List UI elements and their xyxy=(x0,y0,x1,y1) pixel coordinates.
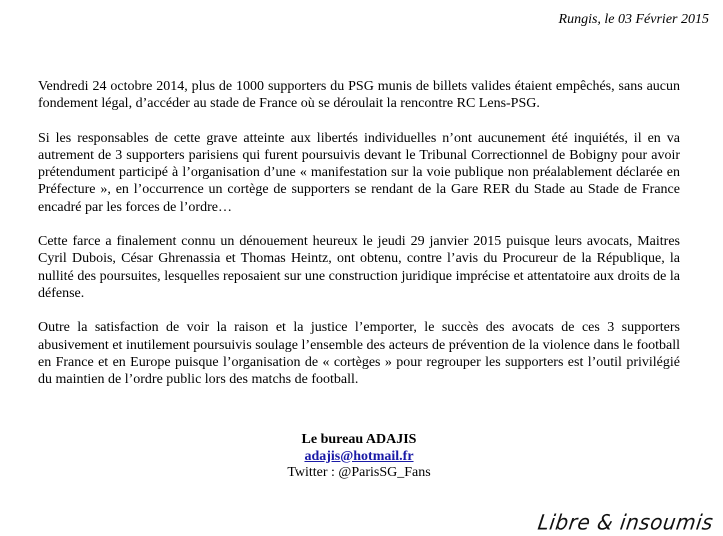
paragraph-2: Si les responsables de cette grave atteinte aux libertés individuelles n’ont aucunement été inquiétés, il en va autrement de 3 supporters parisiens qui furent poursuivis devant le Tribunal Correctionnel de Bobigny pour avoir prétendument participé à l’organisation d’une « manifestation sur la voie publique non préalablement déclarée en Préfecture », en l’occurrence un cortège de supporters se rendant de la Gare RER du Stade au Stade de France encadré par les forces de l’ordre… xyxy=(38,130,680,215)
twitter-handle: Twitter : @ParisSG_Fans xyxy=(287,465,431,480)
signature-organization: Le bureau ADAJIS xyxy=(301,432,417,447)
libre-insoumis-logo: Libre & insoumis xyxy=(535,509,715,535)
paragraph-4: Outre la satisfaction de voir la raison et la justice l’emporter, le succès des avocats de ces 3 supporters abusivement et inutilement poursuivis soulage l’ensemble des acteurs de prévention de la violence dans le football en France et en Europe puisque l’organisation de « cortèges » pour regrouper les supporters est l’outil privilégié du maintien de l’ordre public lors des matchs de football. xyxy=(38,320,680,388)
signature-block xyxy=(38,432,680,482)
paragraph-1: Vendredi 24 octobre 2014, plus de 1000 supporters du PSG munis de billets valides étaient empêchés, sans aucun fondement légal, d’accéder au stade de France où se déroulait la rencontre RC Lens-PSG. xyxy=(38,79,680,112)
email-link[interactable]: adajis@hotmail.fr xyxy=(304,448,414,464)
paragraph-3: Cette farce a finalement connu un dénouement heureux le jeudi 29 janvier 2015 puisque leurs avocats, Maitres Cyril Dubois, César Ghrenassia et Thomas Heintz, ont obtenu, contre l’avis du Procureur de la République, la nullité des poursuites, lesquelles reposaient sur une construction juridique imprécise et attentatoire aux droits de la défense. xyxy=(38,234,680,301)
letter-body xyxy=(38,78,680,405)
dateline: Rungis, le 03 Février 2015 xyxy=(558,12,709,27)
